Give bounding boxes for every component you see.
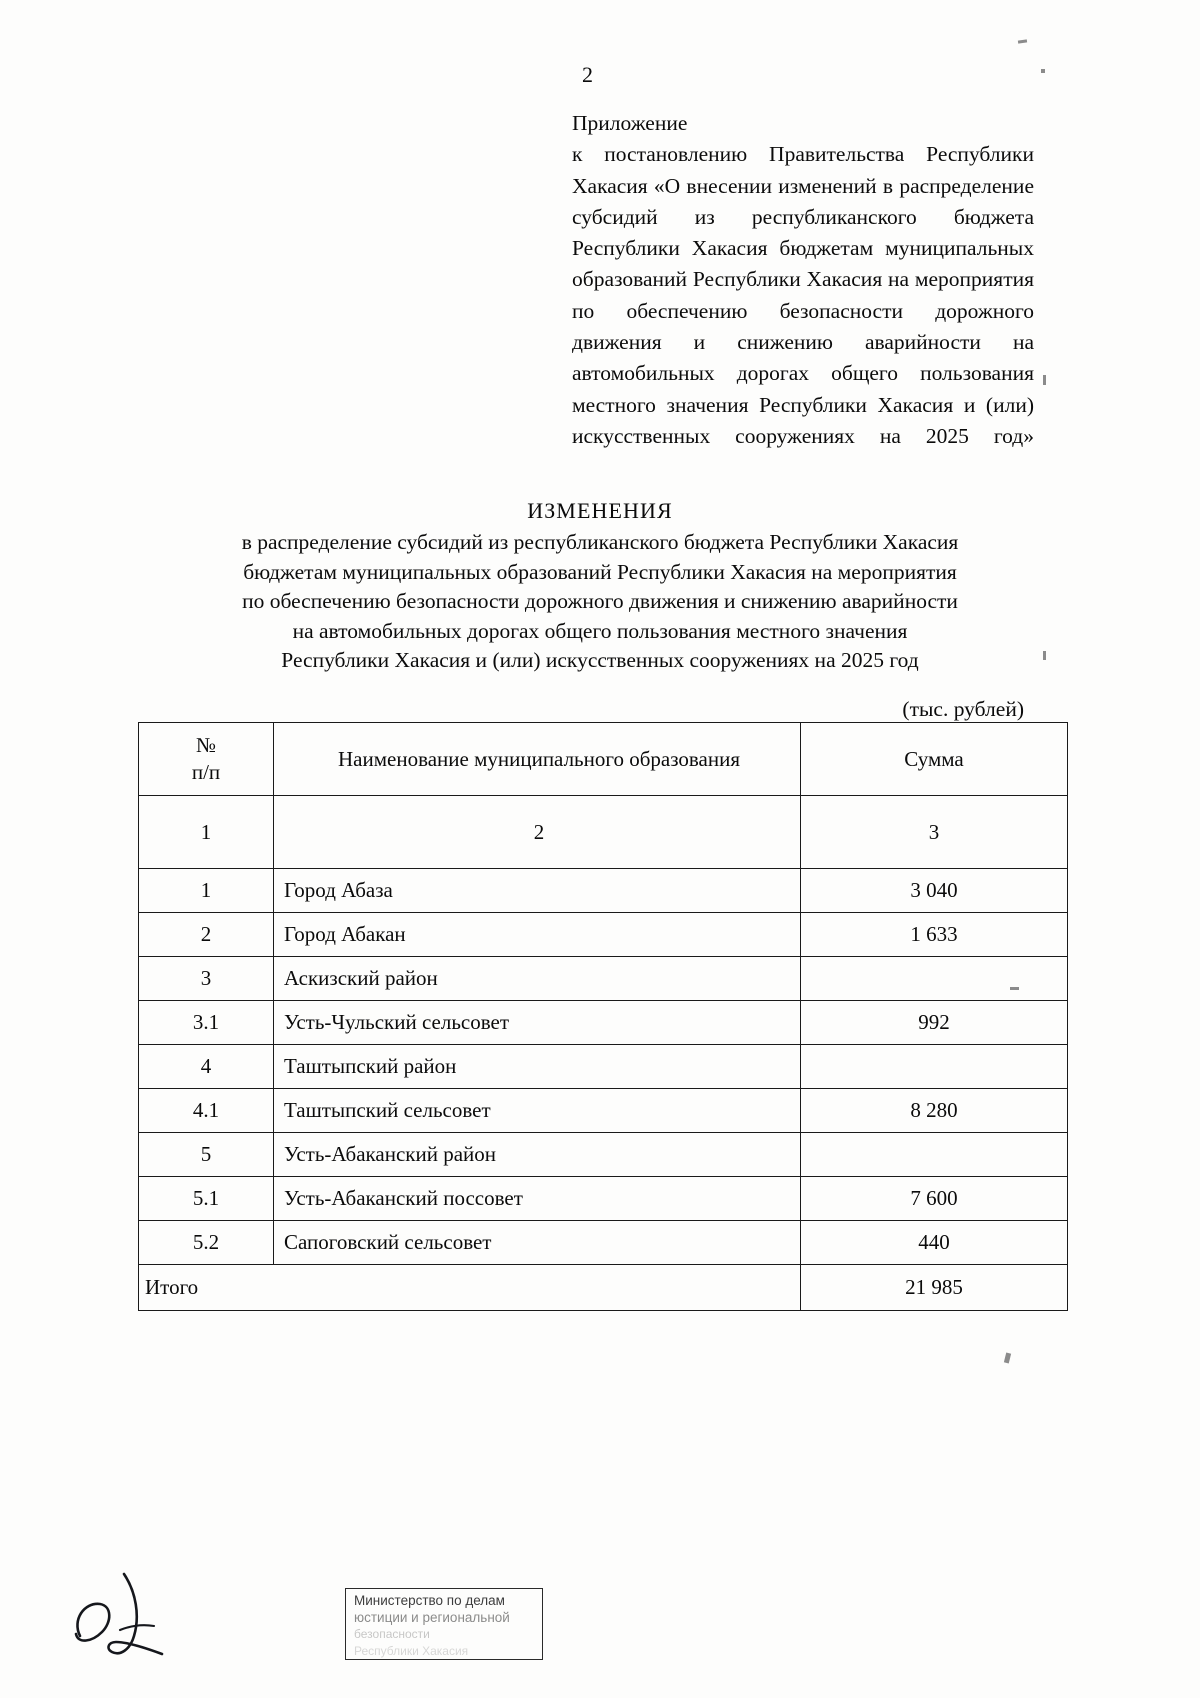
row-name: Усть-Чульский сельсовет	[274, 1001, 801, 1045]
row-number: 5.1	[139, 1177, 274, 1221]
table-header-row	[139, 723, 1068, 796]
row-name: Город Абаза	[274, 869, 801, 913]
column-index-number: 1	[139, 796, 274, 869]
scan-artifact	[1010, 987, 1019, 990]
row-number: 3.1	[139, 1001, 274, 1045]
document-subtitle	[150, 528, 1050, 676]
table-row	[139, 1045, 1068, 1089]
table-row	[139, 913, 1068, 957]
row-sum: 440	[801, 1221, 1068, 1265]
column-header-number-line1: №	[195, 733, 217, 757]
column-index-name: 2	[274, 796, 801, 869]
page-title: ИЗМЕНЕНИЯ	[527, 498, 673, 523]
subtitle-line: бюджетам муниципальных образований Республики Хакасия на мероприятия	[243, 559, 957, 584]
row-number: 5.2	[139, 1221, 274, 1265]
table-total-row	[139, 1265, 1068, 1311]
row-number: 4.1	[139, 1089, 274, 1133]
table-body	[139, 869, 1068, 1311]
department-stamp	[345, 1588, 543, 1660]
page-number: 2	[582, 62, 594, 87]
subtitle-line: по обеспечению безопасности дорожного движения и снижению аварийности	[242, 589, 958, 614]
row-sum: 7 600	[801, 1177, 1068, 1221]
row-sum	[801, 1133, 1068, 1177]
row-number: 1	[139, 869, 274, 913]
stamp-line-1: Министерство по делам	[354, 1593, 505, 1608]
column-header-number-line2: п/п	[191, 760, 221, 784]
row-sum: 3 040	[801, 869, 1068, 913]
total-sum: 21 985	[801, 1265, 1068, 1311]
table-row	[139, 957, 1068, 1001]
scan-artifact	[1043, 651, 1046, 660]
appendix-heading: Приложение	[572, 111, 688, 135]
table-column-index-row	[139, 796, 1068, 869]
subtitle-line: Республики Хакасия и (или) искусственных сооружениях на 2025 год	[281, 648, 919, 673]
row-sum: 8 280	[801, 1089, 1068, 1133]
row-sum: 1 633	[801, 913, 1068, 957]
row-name: Сапоговский сельсовет	[274, 1221, 801, 1265]
column-header-number	[139, 723, 274, 796]
table-row	[139, 1177, 1068, 1221]
column-header-name: Наименование муниципального образования	[274, 723, 801, 796]
table-row	[139, 1001, 1068, 1045]
signature-mark	[62, 1558, 212, 1678]
subsidy-distribution-table	[138, 722, 1068, 1311]
table-row	[139, 1133, 1068, 1177]
units-note: (тыс. рублей)	[902, 697, 1024, 721]
total-label: Итого	[139, 1265, 801, 1311]
table-head	[139, 723, 1068, 869]
scan-artifact	[1018, 39, 1027, 43]
subtitle-line: на автомобильных дорогах общего пользования местного значения	[292, 618, 908, 643]
subtitle-line: в распределение субсидий из республиканского бюджета Республики Хакасия	[241, 530, 959, 554]
scan-artifact	[1004, 1353, 1011, 1364]
scan-artifact	[1043, 375, 1046, 385]
row-sum	[801, 1045, 1068, 1089]
row-number: 2	[139, 913, 274, 957]
appendix-body-text: к постановлению Правительства Республики Хакасия «О внесении изменений в распределение субсидий из республиканского бюджета Республики Хакасия бюджетам муниципальных образований Республики Хакасия на мероприятия по обеспечению безопасности дорожного движения и снижению аварийности на автомобильных дорогах общего пользования местного значения Республики Хакасия и (или) искусственных сооружениях на 2025 год»	[572, 142, 1034, 448]
table-row	[139, 1221, 1068, 1265]
table-row	[139, 869, 1068, 913]
row-number: 5	[139, 1133, 274, 1177]
column-index-sum: 3	[801, 796, 1068, 869]
scan-artifact	[1041, 69, 1045, 73]
row-name: Усть-Абаканский район	[274, 1133, 801, 1177]
appendix-reference-block	[572, 108, 1034, 484]
column-header-sum: Сумма	[801, 723, 1068, 796]
row-number: 3	[139, 957, 274, 1001]
stamp-line-4: Республики Хакасия	[354, 1643, 469, 1658]
row-name: Город Абакан	[274, 913, 801, 957]
row-name: Таштыпский район	[274, 1045, 801, 1089]
stamp-line-2: юстиции и региональной	[354, 1609, 510, 1625]
row-sum: 992	[801, 1001, 1068, 1045]
stamp-line-3: безопасности	[354, 1627, 430, 1641]
row-name: Аскизский район	[274, 957, 801, 1001]
row-name: Таштыпский сельсовет	[274, 1089, 801, 1133]
row-sum	[801, 957, 1068, 1001]
table-row	[139, 1089, 1068, 1133]
row-number: 4	[139, 1045, 274, 1089]
row-name: Усть-Абаканский поссовет	[274, 1177, 801, 1221]
